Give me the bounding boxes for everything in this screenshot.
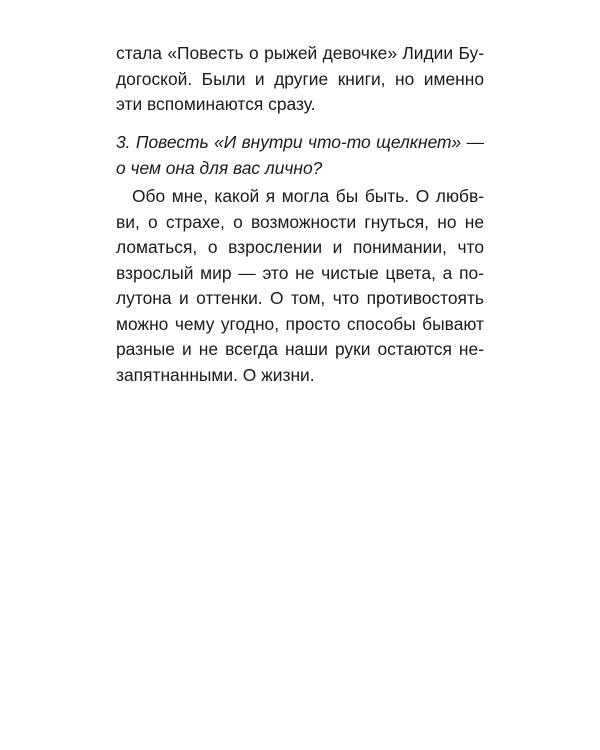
question-line: о чем она для вас лично?	[116, 157, 323, 178]
paragraph-2	[116, 184, 484, 388]
paragraph-1	[116, 41, 484, 118]
text-line: взрослый мир — это не чистые цвета, а по-	[116, 262, 484, 283]
text-line: эти вспоминаются сразу.	[116, 94, 316, 114]
interview-question	[116, 130, 484, 181]
text-line: стала «Повесть о рыжей девочке» Лидии Бу-	[116, 43, 484, 63]
text-line: можно чему угодно, просто способы бывают	[116, 313, 484, 334]
question-line: 3. Повесть «И внутри что-то щелкнет» —	[116, 132, 484, 152]
text-line: запятнанными. О жизни.	[116, 364, 315, 385]
text-line: ломаться, о взрослении и понимании, что	[116, 237, 484, 257]
text-line: лутона и оттенки. О том, что противостоять	[116, 288, 484, 308]
text-line: догоской. Были и другие книги, но именно	[116, 68, 484, 89]
text-line: ви, о страхе, о возможности гнуться, но не	[116, 211, 484, 232]
text-line: Обо мне, какой я могла бы быть. О любв-	[132, 186, 484, 206]
text-line: разные и не всегда наши руки остаются не-	[116, 339, 484, 359]
